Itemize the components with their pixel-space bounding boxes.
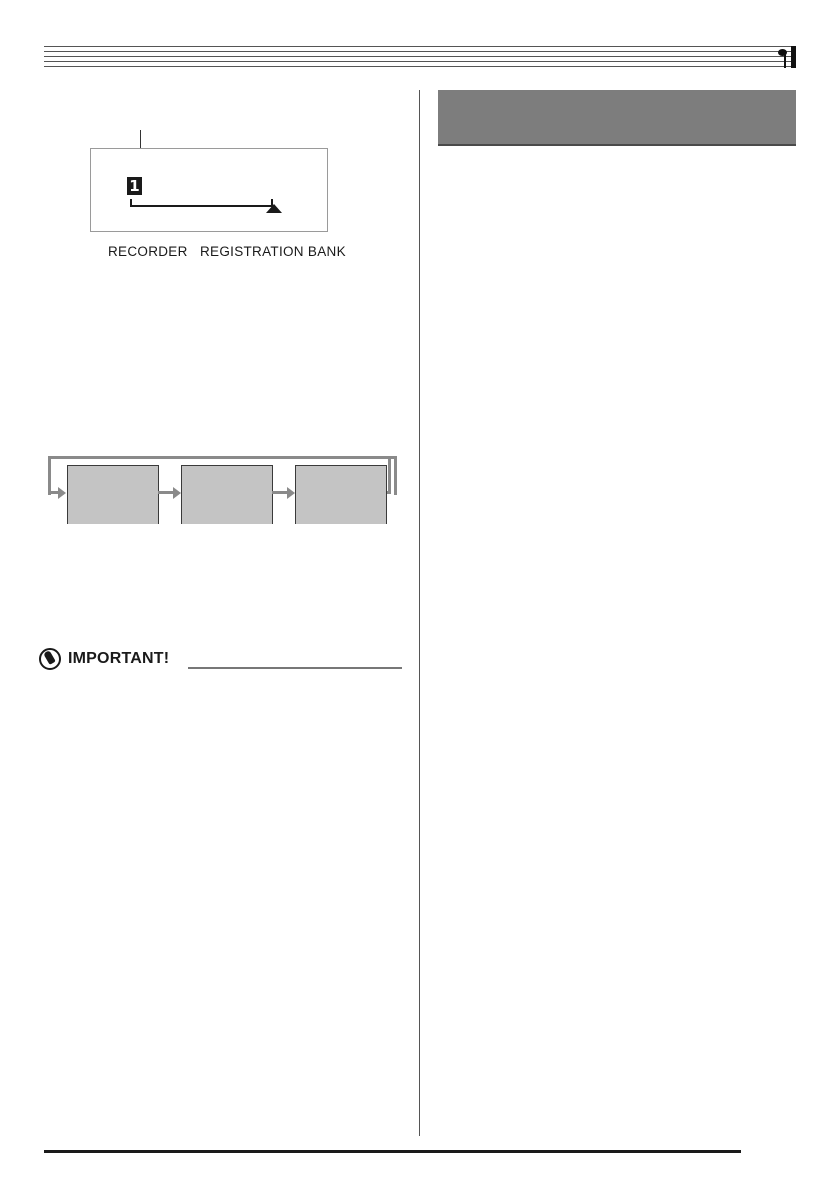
staff-end-bar	[791, 46, 796, 68]
recorder-label: RECORDER	[108, 244, 188, 259]
arrow-right-icon	[58, 487, 66, 499]
loop-line	[388, 456, 391, 494]
column-divider	[419, 90, 420, 1136]
triangle-indicator-icon	[266, 204, 282, 213]
flow-box-2	[181, 465, 273, 524]
staff-line	[44, 56, 794, 57]
staff-line	[44, 46, 794, 47]
important-rule	[188, 667, 402, 669]
flow-box-3	[295, 465, 387, 524]
flow-box-1	[67, 465, 159, 524]
staff-line	[44, 66, 794, 67]
staff-line	[44, 51, 794, 52]
loop-line	[48, 456, 51, 494]
section-heading-underline	[438, 144, 796, 146]
section-heading-box	[438, 90, 796, 144]
flow-connector	[272, 491, 288, 494]
flow-connector	[158, 491, 174, 494]
lcd-digit: 1	[127, 177, 142, 195]
arrow-right-icon	[287, 487, 295, 499]
level-bar	[130, 205, 273, 207]
important-heading: IMPORTANT!	[68, 650, 170, 667]
lcd-screen	[90, 148, 328, 232]
footer-rule	[44, 1150, 741, 1153]
arrow-right-icon	[173, 487, 181, 499]
registration-bank-label: REGISTRATION BANK	[200, 244, 346, 259]
music-note-stem	[784, 52, 786, 68]
staff-line	[44, 61, 794, 62]
